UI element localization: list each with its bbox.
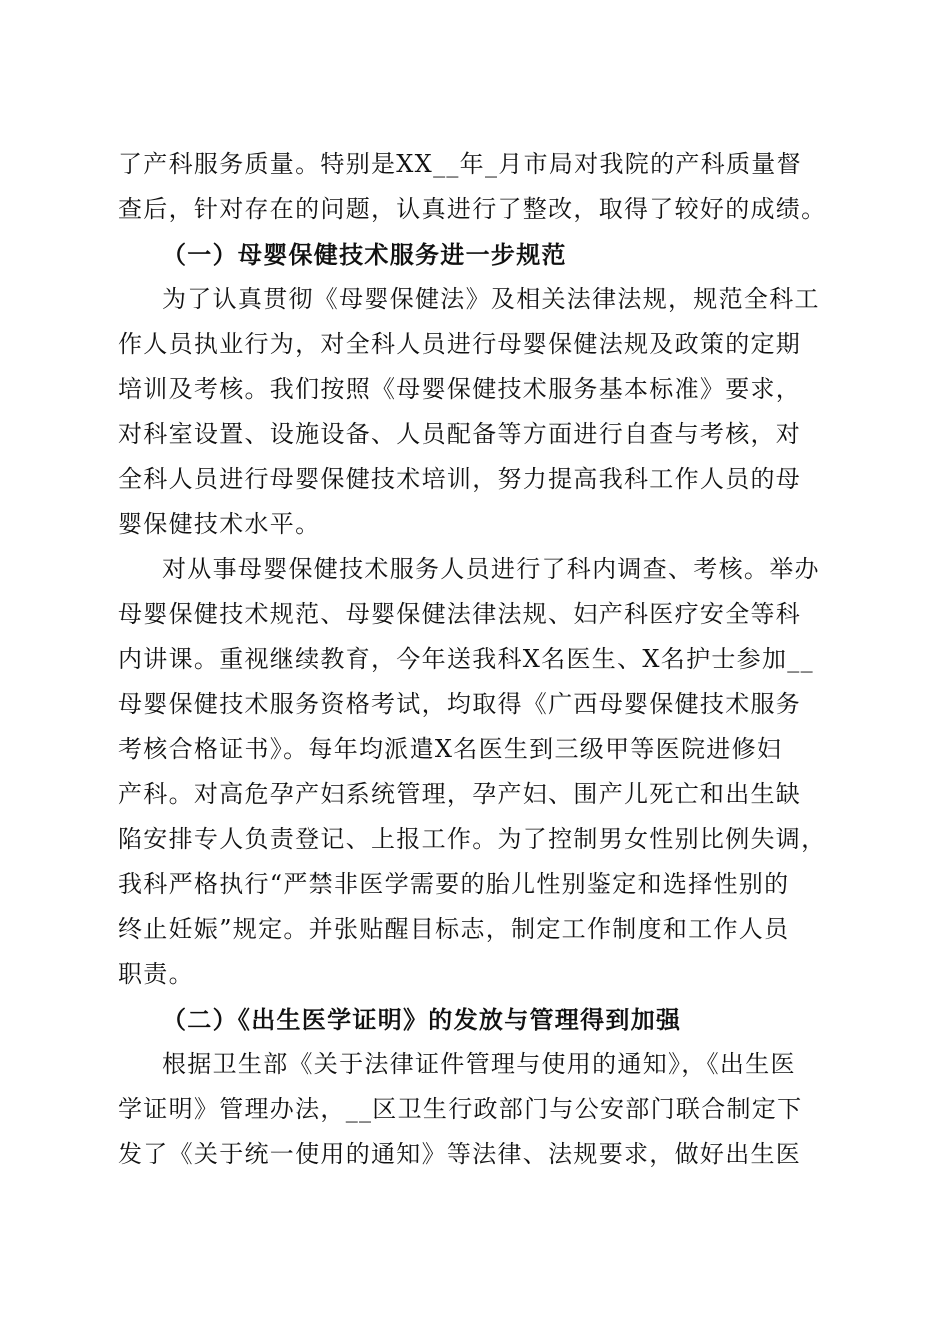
text-line: 考核合格证书》。每年均派遣X名医生到三级甲等医院进修妇: [118, 735, 783, 763]
text-line: 母婴保健技术规范、母婴保健法律法规、妇产科医疗安全等科: [118, 600, 802, 628]
text-line: 了产科服务质量。特别是XX__年_月市局对我院的产科质量督: [118, 150, 802, 178]
paragraph-first-line: 对从事母婴保健技术服务人员进行了科内调查、考核。举办: [162, 555, 820, 583]
section-heading: （一）母婴保健技术服务进一步规范: [162, 240, 567, 269]
text-line: 母婴保健技术服务资格考试，均取得《广西母婴保健技术服务: [118, 690, 802, 718]
text-line: 我科严格执行“严禁非医学需要的胎儿性别鉴定和选择性别的: [118, 870, 790, 898]
text-line: 职责。: [118, 960, 194, 988]
paragraph-first-line: 根据卫生部《关于法律证件管理与使用的通知》，《出生医: [162, 1050, 796, 1078]
text-line: 全科人员进行母婴保健技术培训，努力提高我科工作人员的母: [118, 465, 802, 493]
text-line: 作人员执业行为，对全科人员进行母婴保健法规及政策的定期: [118, 330, 802, 358]
text-line: 内讲课。重视继续教育，今年送我科X名医生、X名护士参加__: [118, 645, 814, 673]
text-line: 查后，针对存在的问题，认真进行了整改，取得了较好的成绩。: [118, 195, 827, 223]
document-body: [118, 142, 838, 1177]
paragraph-first-line: 为了认真贯彻《母婴保健法》及相关法律法规，规范全科工: [162, 285, 820, 313]
text-line: 学证明》管理办法，__区卫生行政部门与公安部门联合制定下: [118, 1095, 803, 1123]
section-heading: （二）《出生医学证明》的发放与管理得到加强: [162, 1005, 682, 1034]
text-line: 终止妊娠”规定。并张贴醒目标志，制定工作制度和工作人员: [118, 915, 790, 943]
text-line: 陷安排专人负责登记、上报工作。为了控制男女性别比例失调，: [118, 825, 827, 853]
text-line: 对科室设置、设施设备、人员配备等方面进行自查与考核，对: [118, 420, 802, 448]
text-line: 培训及考核。我们按照《母婴保健技术服务基本标准》要求，: [118, 375, 802, 403]
text-line: 发了《关于统一使用的通知》等法律、法规要求，做好出生医: [118, 1140, 802, 1168]
text-line: 婴保健技术水平。: [118, 510, 321, 538]
text-line: 产科。对高危孕产妇系统管理，孕产妇、围产儿死亡和出生缺: [118, 780, 802, 808]
